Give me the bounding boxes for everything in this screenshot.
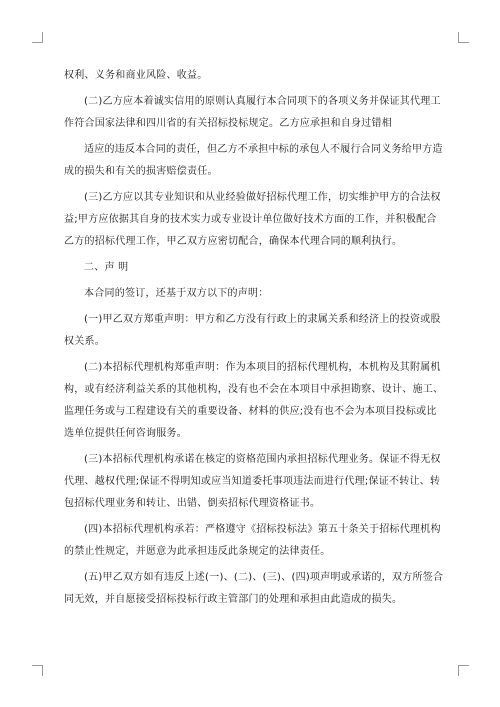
document-body xyxy=(64,65,444,615)
paragraph-clause-2-continued: 适应的违反本合同的责任，但乙方不承担中标的承包人不履行合同义务给甲方造成的损失和有关的损害赔偿责任。 xyxy=(64,144,443,177)
crop-mark-bottom-right xyxy=(458,665,469,676)
paragraph-declaration-5: (五)甲乙双方如有违反上述(一)、(二)、(三)、(四)项声明或承诺的，双方所签合同无效，并自愿接受招标投标行政主管部门的处理和承担由此造成的损失。 xyxy=(64,572,444,605)
crop-mark-top-right xyxy=(458,32,469,43)
paragraph-clause-2: (二)乙方应本着诚实信用的原则认真履行本合同项下的各项义务并保证其代理工作符合国家法律和四川省的有关招标投标规定。乙方应承担和自身过错相 xyxy=(64,96,441,129)
section-heading-declaration: 二、声 明 xyxy=(84,262,129,273)
paragraph-declaration-4: (四)本招标代理机构承若：严格遵守《招标投标法》第五十条关于招标代理机构的禁止性规定，并愿意为此承担违反此条规定的法律责任。 xyxy=(64,524,441,557)
paragraph-declaration-3: (三)本招标代理机构承诺在核定的资格范围内承担招标代理业务。保证不得无权代理、越权代理;保证不得明知或应当知道委托事项违法而进行代理;保证不转让、转包招标代理业务和转让、出错、倒卖招标代理资格证书。 xyxy=(64,454,441,509)
crop-mark-top-left xyxy=(32,32,43,43)
paragraph-rights-continuation: 权利、义务和商业风险、收益。 xyxy=(64,70,208,81)
crop-mark-bottom-left xyxy=(32,665,43,676)
paragraph-declaration-2: (二)本招标代理机构郑重声明：作为本项目的招标代理机构，本机构及其附属机构，或有经济利益关系的其他机构，没有也不会在本项目中承担勘察、设计、施工、监理任务或与工程建设有关的重要设备、材料的供应;没有也不会为本项目投标或比选单位提供任何咨询服务。 xyxy=(64,362,444,439)
paragraph-declaration-intro: 本合同的签订，还基于双方以下的声明： xyxy=(84,288,269,299)
paragraph-clause-3: (三)乙方应以其专业知识和从业经验做好招标代理工作，切实维护甲方的合法权益;甲方应依据其自身的技术实力或专业设计单位做好技术方面的工作，并积极配合乙方的招标代理工作，甲乙双方应密切配合，确保本代理合同的顺利执行。 xyxy=(64,192,441,247)
paragraph-declaration-1: (一)甲乙双方郑重声明：甲方和乙方没有行政上的隶属关系和经济上的投资或股权关系。 xyxy=(64,314,441,347)
